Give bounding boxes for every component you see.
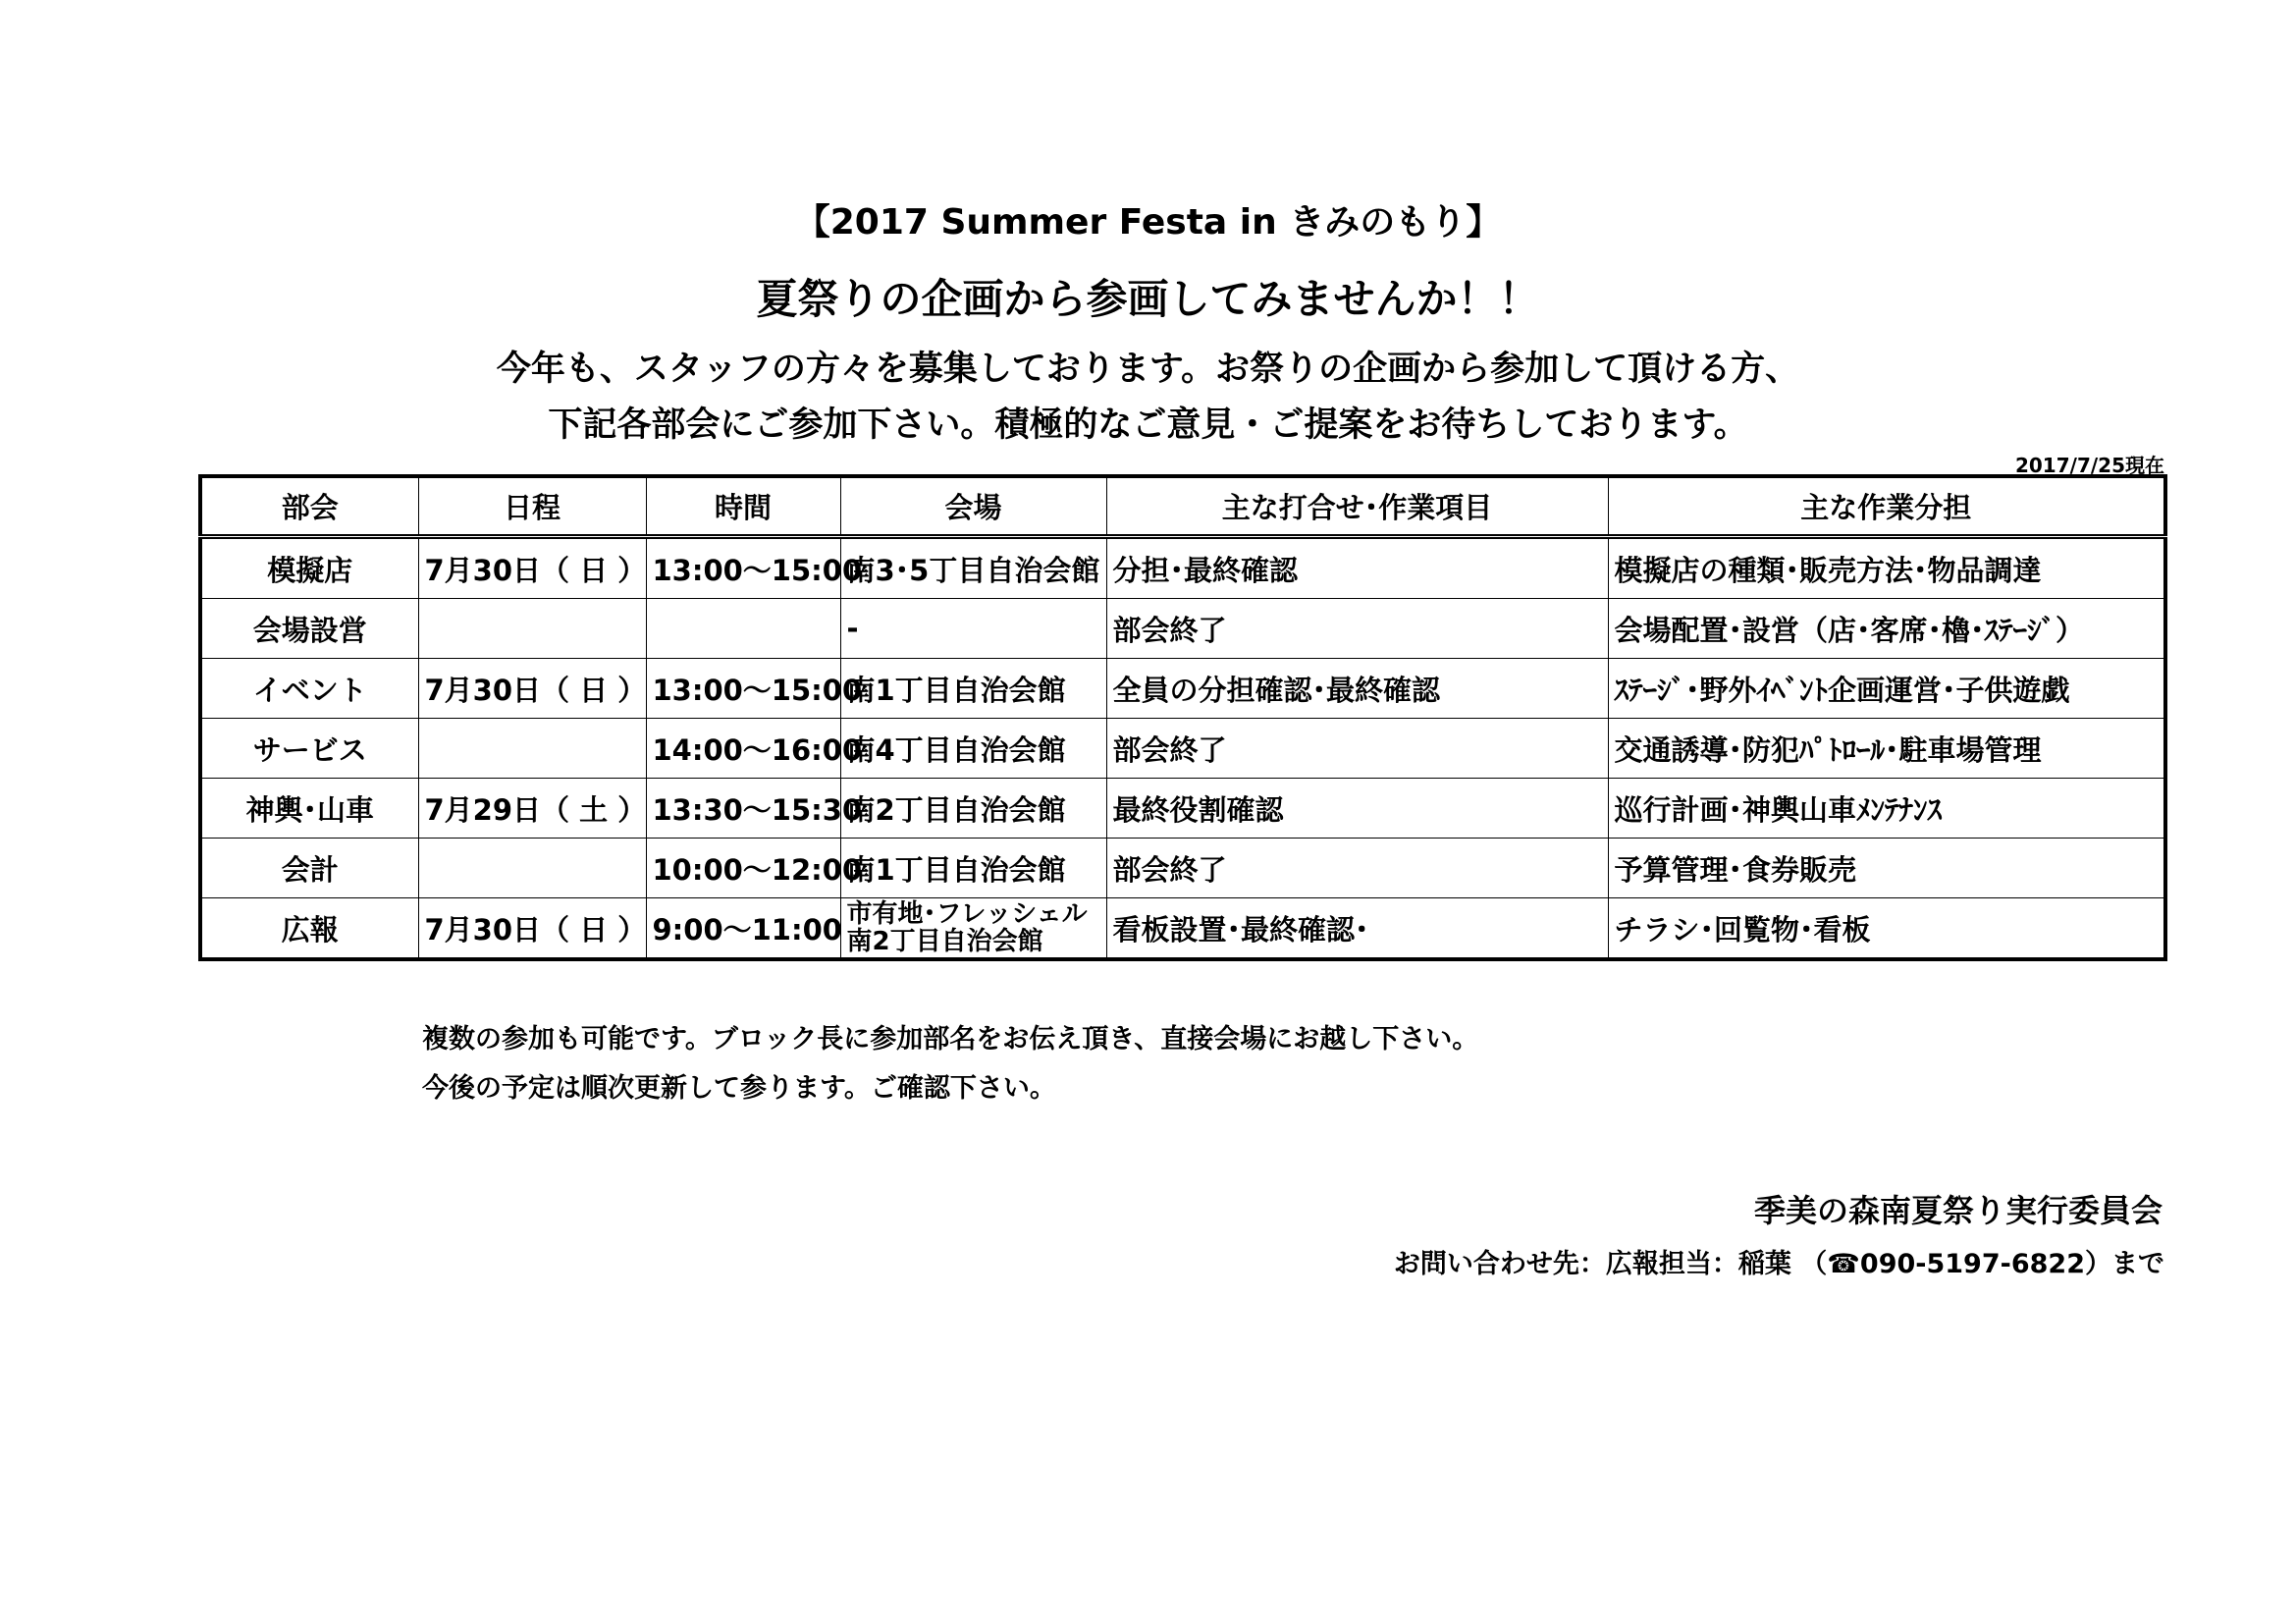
- duties-cell: チラシ･回覧物･看板: [1608, 898, 2165, 960]
- meeting-cell: 全員の分担確認･最終確認: [1106, 659, 1608, 719]
- venue-cell: 南2丁目自治会館: [840, 779, 1106, 839]
- venue-cell: -: [840, 599, 1106, 659]
- note-line-2: 今後の予定は順次更新して参ります。ご確認下さい。: [422, 1073, 1056, 1104]
- duties-cell: 交通誘導･防犯ﾊﾟﾄﾛｰﾙ･駐車場管理: [1608, 719, 2165, 779]
- event-title: 【2017 Summer Festa in きみのもり】: [794, 202, 1502, 243]
- date-cell: 7月30日（ 日 ）: [418, 659, 646, 719]
- table-header-row: [200, 476, 2165, 537]
- header-time: 時間: [646, 476, 840, 537]
- duties-cell: 模擬店の種類･販売方法･物品調達: [1608, 537, 2165, 599]
- dept-cell: 会計: [200, 839, 418, 898]
- headline: 夏祭りの企画から参画してみませんか！！: [756, 275, 1540, 323]
- date-cell: 7月30日（ 日 ）: [418, 537, 646, 599]
- dept-cell: 神輿･山車: [200, 779, 418, 839]
- venue-cell: 南3･5丁目自治会館: [840, 537, 1106, 599]
- venue-cell: 南4丁目自治会館: [840, 719, 1106, 779]
- date-cell: [418, 719, 646, 779]
- duties-cell: 巡行計画･神輿山車ﾒﾝﾃﾅﾝｽ: [1608, 779, 2165, 839]
- header-date: 日程: [418, 476, 646, 537]
- intro-line-2: 下記各部会にご参加下さい。積極的なご意見・ご提案をお待ちしております。: [548, 406, 1748, 445]
- time-cell: [646, 599, 840, 659]
- duties-cell: ｽﾃｰｼﾞ･野外ｲﾍﾞﾝﾄ企画運営･子供遊戯: [1608, 659, 2165, 719]
- meeting-cell: 部会終了: [1106, 839, 1608, 898]
- table-row: [200, 719, 2165, 779]
- dept-cell: イベント: [200, 659, 418, 719]
- table-row: [200, 839, 2165, 898]
- time-cell: 10:00～12:00: [646, 839, 840, 898]
- as-of-date: 2017/7/25現在: [2014, 454, 2164, 477]
- header-duties: 主な作業分担: [1608, 476, 2165, 537]
- schedule-table: [198, 474, 2167, 961]
- date-cell: [418, 599, 646, 659]
- venue-line-2: 南2丁目自治会館: [846, 927, 1043, 956]
- time-cell: 14:00～16:00: [646, 719, 840, 779]
- meeting-cell: 最終役割確認: [1106, 779, 1608, 839]
- header-dept: 部会: [200, 476, 418, 537]
- meeting-cell: 分担･最終確認: [1106, 537, 1608, 599]
- table-row: [200, 599, 2165, 659]
- venue-line-1: 市有地･フレッシェル: [846, 899, 1088, 929]
- header-venue: 会場: [840, 476, 1106, 537]
- meeting-cell: 看板設置･最終確認･: [1106, 898, 1608, 960]
- dept-cell: 模擬店: [200, 537, 418, 599]
- organizer-name: 季美の森南夏祭り実行委員会: [1753, 1192, 2163, 1229]
- table-row: [200, 659, 2165, 719]
- venue-cell: 南1丁目自治会館: [840, 839, 1106, 898]
- intro-line-1: 今年も、スタッフの方々を募集しております。お祭りの企画から参加して頂ける方、: [496, 350, 1800, 389]
- dept-cell: サービス: [200, 719, 418, 779]
- venue-cell: [840, 898, 1106, 960]
- date-cell: [418, 839, 646, 898]
- meeting-cell: 部会終了: [1106, 599, 1608, 659]
- note-line-1: 複数の参加も可能です。ブロック長に参加部名をお伝え頂き、直接会場にお越し下さい。: [422, 1024, 1479, 1055]
- table-row: [200, 779, 2165, 839]
- header-meeting-items: 主な打合せ･作業項目: [1106, 476, 1608, 537]
- meeting-cell: 部会終了: [1106, 719, 1608, 779]
- table-row: [200, 898, 2165, 960]
- table-row: [200, 537, 2165, 599]
- date-cell: 7月29日（ 土 ）: [418, 779, 646, 839]
- time-cell: 13:30～15:30: [646, 779, 840, 839]
- dept-cell: 広報: [200, 898, 418, 960]
- dept-cell: 会場設営: [200, 599, 418, 659]
- contact-info: お問い合わせ先：広報担当：稲葉 （☎090-5197-6822）まで: [1393, 1249, 2164, 1279]
- venue-cell: 南1丁目自治会館: [840, 659, 1106, 719]
- time-cell: 13:00～15:00: [646, 537, 840, 599]
- duties-cell: 予算管理･食券販売: [1608, 839, 2165, 898]
- time-cell: 9:00～11:00: [646, 898, 840, 960]
- time-cell: 13:00～15:00: [646, 659, 840, 719]
- duties-cell: 会場配置･設営（店･客席･櫓･ｽﾃｰｼﾞ）: [1608, 599, 2165, 659]
- date-cell: 7月30日（ 日 ）: [418, 898, 646, 960]
